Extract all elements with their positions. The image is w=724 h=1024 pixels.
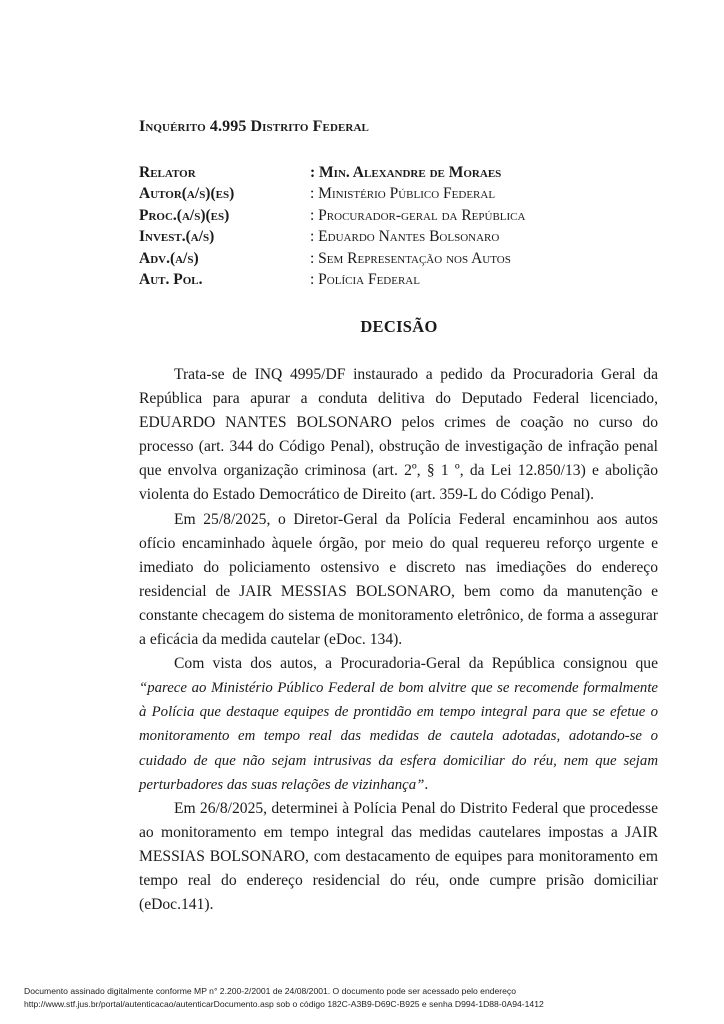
party-row-autor	[139, 183, 659, 204]
party-label: Proc.(a/s)(es)	[139, 206, 230, 224]
document-title: Inquérito 4.995 Distrito Federal	[139, 118, 369, 135]
party-row-procurador	[139, 205, 659, 226]
paragraph-3	[139, 652, 658, 797]
signature-footer	[24, 985, 714, 1011]
footer-line-1: Documento assinado digitalmente conforme MP n° 2.200-2/2001 de 24/08/2001. O documento pode ser acessado pelo endereço	[24, 986, 517, 996]
footer-line-2: http://www.stf.jus.br/portal/autenticacao/autenticarDocumento.asp sob o código 182C-A3B9-D69C-B925 e senha D994-1D88-0A94-1412	[24, 999, 544, 1009]
paragraph-2: Em 25/8/2025, o Diretor-Geral da Polícia Federal encaminhou aos autos ofício encaminhado àquele órgão, por meio do qual requereu reforço urgente e imediato do policiamento ostensivo e discreto nas imediações do endereço residencial de JAIR MESSIAS BOLSONARO, bem como da manutenção e constante checagem do sistema de monitoramento eletrônico, de forma a assegurar a eficácia da medida cautelar (eDoc. 134).	[139, 510, 658, 649]
decision-body	[139, 363, 658, 917]
paragraph-3-intro: Com vista dos autos, a Procuradoria-Geral da República consignou que	[174, 655, 658, 673]
party-value: : Ministério Público Federal	[310, 185, 496, 203]
paragraph-1: Trata-se de INQ 4995/DF instaurado a pedido da Procuradoria Geral da República para apurar a conduta delitiva do Deputado Federal licenciado, EDUARDO NANTES BOLSONARO pelos crimes de coação no curso do processo (art. 344 do Código Penal), obstrução de investigação de infração penal que envolva organização criminosa (art. 2º, § 1 º, da Lei 12.850/13) e abolição violenta do Estado Democrático de Direito (art. 359-L do Código Penal).	[139, 366, 658, 504]
party-row-investigado	[139, 226, 659, 247]
party-label: Adv.(a/s)	[139, 249, 199, 267]
party-label: Aut. Pol.	[139, 270, 203, 288]
paragraph-3-end: .	[424, 775, 429, 793]
party-label: Invest.(a/s)	[139, 228, 215, 246]
party-row-autoridade-policial	[139, 269, 659, 290]
parties-block	[139, 162, 659, 290]
party-row-relator	[139, 162, 659, 183]
party-value: : Sem Representação nos Autos	[310, 249, 511, 267]
paragraph-4: Em 26/8/2025, determinei à Polícia Penal do Distrito Federal que procedesse ao monitoramento em tempo integral das medidas cautelares impostas a JAIR MESSIAS BOLSONARO, com destacamento de equipes para monitoramento em tempo real do endereço residencial do réu, onde cumpre prisão domiciliar (eDoc.141).	[139, 799, 658, 914]
decision-heading: DECISÃO	[360, 317, 438, 336]
party-value: : Eduardo Nantes Bolsonaro	[310, 228, 500, 246]
party-value: : Min. Alexandre de Moraes	[310, 164, 502, 181]
paragraph-3-quote: “parece ao Ministério Público Federal de bom alvitre que se recomende formalmente à Polícia que destaque equipes de prontidão em tempo integral para que se efetue o monitoramento em tempo real das medidas de cautela adotadas, adotando-se o cuidado de que não sejam intrusivas da esfera domiciliar do réu, nem que sejam perturbadores das suas relações de vizinhança”	[139, 680, 658, 793]
party-label: Relator	[139, 164, 196, 181]
party-label: Autor(a/s)(es)	[139, 185, 235, 203]
party-row-advogado	[139, 248, 659, 269]
party-value: : Polícia Federal	[310, 270, 420, 288]
party-value: : Procurador-geral da República	[310, 206, 526, 224]
